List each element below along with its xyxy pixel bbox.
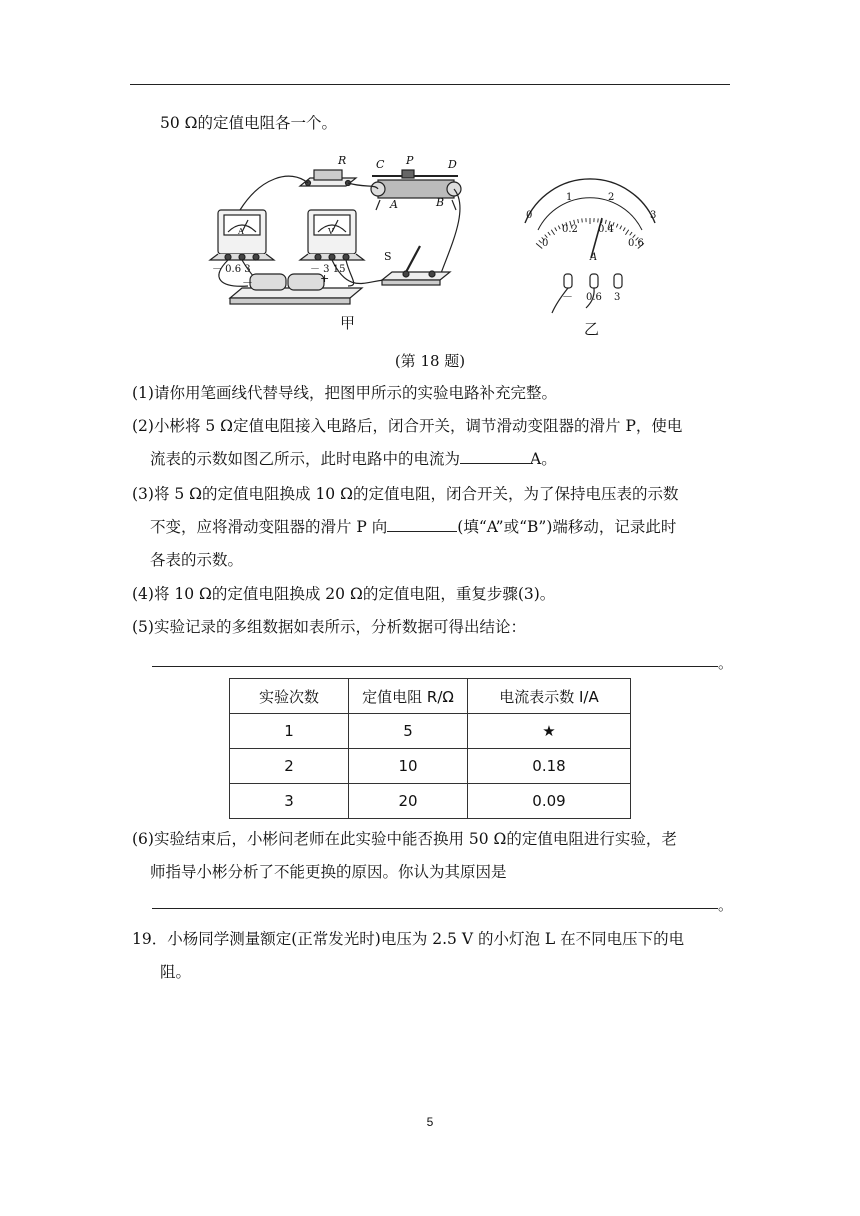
voltmeter-letter: V: [328, 227, 334, 236]
period-2: 。: [718, 896, 734, 914]
page-number: 5: [426, 1115, 434, 1129]
switch: [382, 246, 450, 285]
header-rule: [130, 84, 730, 85]
fixed-resistor: [300, 170, 356, 186]
dial-bottom-1: 0.2: [562, 224, 578, 235]
question-2-line-2: 流表的示数如图乙所示，此时电路中的电流为 A。: [150, 450, 557, 468]
dial-tick: [578, 219, 579, 223]
rheostat: [371, 170, 461, 210]
table-cell: 10: [349, 749, 468, 784]
dial-terminal-06: 0.6: [586, 292, 602, 303]
dial-unit: A: [590, 252, 598, 263]
answer-blank-current[interactable]: [460, 449, 530, 464]
label-jia: 甲: [340, 314, 356, 332]
table-cell-star: ★: [468, 714, 631, 749]
battery-minus: －: [242, 276, 253, 289]
dial-top-1: 1: [566, 192, 573, 203]
table-cell: 1: [230, 714, 349, 749]
label-A: A: [390, 198, 398, 211]
label-P: P: [406, 154, 414, 167]
ammeter-letter: A: [238, 227, 244, 236]
dial-tick: [630, 232, 632, 235]
dial-top-3: 3: [650, 210, 657, 221]
table-cell: 2: [230, 749, 349, 784]
question-4: (4)将 10 Ω的定值电阻换成 20 Ω的定值电阻，重复步骤(3)。: [132, 585, 556, 603]
dial-bottom-0: 0: [542, 238, 549, 249]
label-yi: 乙: [584, 320, 600, 338]
battery-plus: +: [320, 272, 330, 285]
label-S: S: [384, 250, 392, 263]
dial-terminal-minus: －: [562, 290, 573, 303]
label-R: R: [338, 154, 347, 167]
ammeter-terminals: － 0.6 3: [212, 264, 251, 275]
question-3-line-2: 不变，应将滑动变阻器的滑片 P 向 (填“A”或“B”)端移动，记录此时: [150, 518, 677, 536]
question-6-line-2: 师指导小彬分析了不能更换的原因。你认为其原因是: [150, 863, 507, 881]
dial-tick: [555, 228, 557, 231]
dial-tick: [548, 232, 550, 235]
label-B: B: [436, 196, 445, 209]
voltmeter-terminals: － 3 15: [310, 264, 346, 275]
table-cell: 20: [349, 784, 468, 819]
table-header: 定值电阻 R/Ω: [349, 679, 468, 714]
question-3-line-3: 各表的示数。: [150, 551, 244, 569]
table-cell: 5: [349, 714, 468, 749]
label-D: D: [448, 158, 457, 171]
dial-tick: [558, 226, 560, 230]
question-19-line-1: 19．小杨同学测量额定(正常发光时)电压为 2.5 V 的小灯泡 L 在不同电压下的电: [132, 930, 685, 948]
table-header: 电流表示数 I/A: [468, 679, 631, 714]
question-6-line-1: (6)实验结束后，小彬问老师在此实验中能否换用 50 Ω的定值电阻进行实验，老: [132, 830, 677, 848]
dial-tick: [623, 228, 625, 231]
dial-bottom-2: 0.4: [598, 224, 614, 235]
dial-top-0: 0: [526, 210, 533, 221]
dial-tick: [551, 230, 554, 235]
table-cell: 3: [230, 784, 349, 819]
dial-tick: [625, 230, 628, 235]
answer-line-reason[interactable]: [152, 908, 718, 909]
figure-caption: (第 18 题): [394, 352, 466, 370]
question-1: (1)请你用笔画线代替导线，把图甲所示的实验电路补充完整。: [132, 384, 557, 402]
question-2-line-1: (2)小彬将 5 Ω定值电阻接入电路后，闭合开关，调节滑动变阻器的滑片 P，使电: [132, 417, 683, 435]
question-3-line-1: (3)将 5 Ω的定值电阻换成 10 Ω的定值电阻，闭合开关，为了保持电压表的示数: [132, 485, 679, 503]
table-row: [230, 714, 631, 749]
period-1: 。: [718, 654, 734, 672]
dial-tick: [616, 224, 618, 228]
data-table: [229, 678, 631, 819]
table-cell: 0.18: [468, 749, 631, 784]
question-5: (5)实验记录的多组数据如表所示，分析数据可得出结论：: [132, 618, 526, 636]
dial-terminal-3: 3: [614, 292, 621, 303]
table-row: [230, 749, 631, 784]
answer-blank-direction[interactable]: [387, 517, 457, 532]
circuit-figure: [150, 148, 710, 338]
answer-line-conclusion[interactable]: [152, 666, 718, 667]
label-C: C: [376, 158, 385, 171]
table-row: [230, 784, 631, 819]
question-19-line-2: 阻。: [160, 963, 192, 981]
table-header: 实验次数: [230, 679, 349, 714]
table-cell: 0.09: [468, 784, 631, 819]
dial-tick: [620, 226, 622, 230]
dial-top-2: 2: [608, 192, 615, 203]
dial-bottom-3: 0.6: [628, 238, 644, 249]
continued-text: 50 Ω的定值电阻各一个。: [160, 114, 338, 132]
table-header-row: [230, 679, 631, 714]
